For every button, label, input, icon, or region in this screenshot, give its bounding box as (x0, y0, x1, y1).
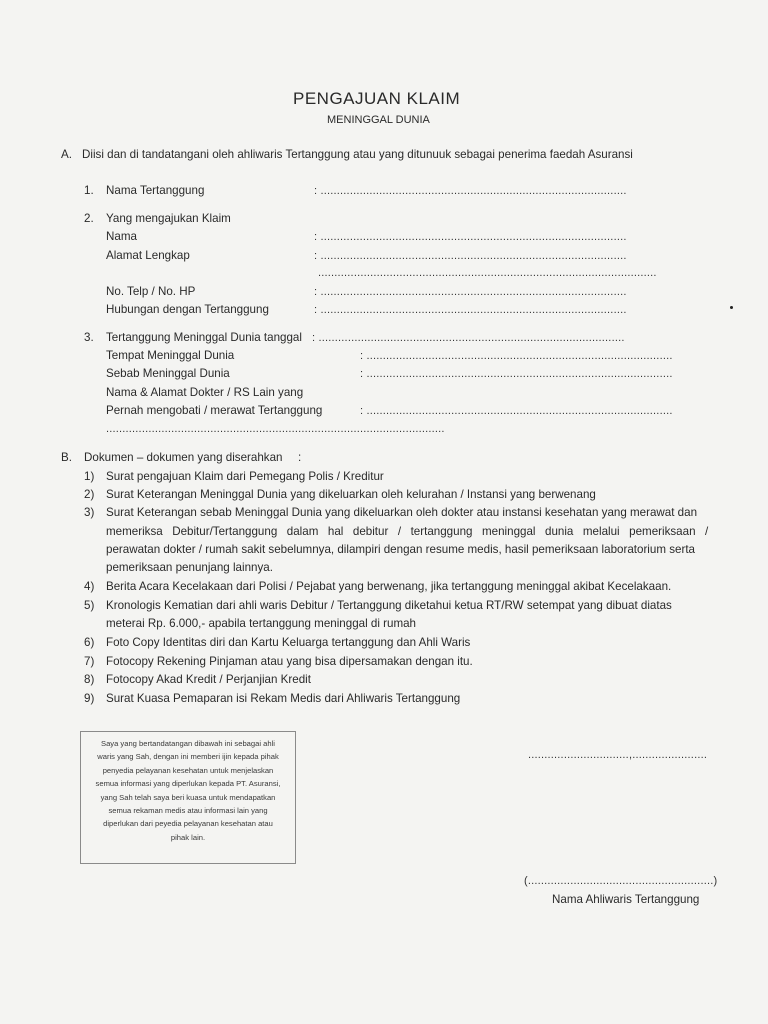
consent-statement-box (80, 731, 296, 864)
tempat-meninggal-label: Tempat Meninggal Dunia (106, 349, 235, 362)
doc-item-text: Foto Copy Identitas diri dan Kartu Keluarga tertanggung dan Ahli Waris (106, 636, 471, 649)
signature-name-field[interactable]: (.........................................................) (524, 875, 718, 887)
consent-line: waris yang Sah, dengan ini memberi ijin kepada pihak (97, 752, 279, 762)
consent-line: Saya yang bertandatangan dibawah ini sebagai ahli (101, 739, 275, 748)
consent-line: yang Sah telah saya beri kuasa untuk mendapatkan (100, 792, 276, 802)
place-date-field[interactable]: ...............................,....................... (528, 749, 708, 761)
form-subtitle: MENINGGAL DUNIA (327, 114, 430, 126)
tanggal-meninggal-field[interactable]: : .............................................................................................. (312, 332, 625, 344)
doc-item-text: Fotocopy Rekening Pinjaman atau yang bisa dipersamakan dengan itu. (106, 655, 473, 668)
doc-item-number: 8) (84, 673, 95, 686)
doc-item-text: memeriksa Debitur/Tertanggung dalam hal debitur / tertanggung meninggal dunia melalui pemeriksaan / (106, 525, 709, 538)
doc-item-text: Berita Acara Kecelakaan dari Polisi / Pejabat yang berwenang, jika tertanggung meninggal akibat Kecelakaan. (106, 580, 672, 593)
pengaju-klaim-label: Yang mengajukan Klaim (106, 212, 231, 225)
item-3-number: 3. (84, 331, 94, 344)
dokter-field[interactable]: : .............................................................................................. (360, 405, 673, 417)
hubungan-label: Hubungan dengan Tertanggung (106, 303, 269, 316)
sebab-meninggal-field[interactable]: : .............................................................................................. (360, 368, 673, 380)
dokter-label-line-2: Pernah mengobati / merawat Tertanggung (106, 404, 323, 417)
telp-label: No. Telp / No. HP (106, 285, 196, 298)
doc-item-text: pemeriksaan penunjang lainnya. (106, 561, 273, 574)
form-title: PENGAJUAN KLAIM (293, 89, 461, 108)
tempat-meninggal-field[interactable]: : .............................................................................................. (360, 350, 673, 362)
dokter-field-line-2[interactable]: ........................................................................................................ (106, 423, 445, 435)
doc-item-number: 5) (84, 599, 95, 612)
doc-item-text: meterai Rp. 6.000,- apabila tertanggung meninggal di rumah (106, 617, 417, 630)
alamat-field-line-2[interactable]: ........................................................................................................ (318, 267, 657, 279)
doc-item-number: 3) (84, 506, 95, 519)
doc-item-number: 4) (84, 580, 95, 593)
scan-speck (730, 306, 733, 309)
nama-field[interactable]: : .............................................................................................. (314, 231, 627, 243)
sebab-meninggal-label: Sebab Meninggal Dunia (106, 367, 230, 380)
telp-field[interactable]: : .............................................................................................. (314, 286, 627, 298)
consent-line: diperlukan dari peyedia pelayanan kesehatan atau (103, 819, 273, 829)
section-b-colon: : (298, 451, 302, 464)
doc-item-text: Surat Keterangan Meninggal Dunia yang dikeluarkan oleh kelurahan / Instansi yang berwenang (106, 488, 596, 501)
doc-item-text: Fotocopy Akad Kredit / Perjanjian Kredit (106, 673, 311, 686)
alamat-lengkap-label: Alamat Lengkap (106, 249, 190, 262)
doc-item-number: 6) (84, 636, 95, 649)
nama-tertanggung-label: Nama Tertanggung (106, 184, 205, 197)
section-a-intro: Diisi dan di tandatangani oleh ahliwaris Tertanggung atau yang ditunuuk sebagai penerima faedah Asuransi (82, 148, 633, 161)
doc-item-text: Kronologis Kematian dari ahli waris Debitur / Tertanggung diketahui ketua RT/RW setempat yang dibuat diatas (106, 599, 672, 612)
section-b-heading: Dokumen – dokumen yang diserahkan (84, 451, 283, 464)
doc-item-text: Surat pengajuan Klaim dari Pemegang Polis / Kreditur (106, 470, 384, 483)
tanggal-meninggal-label: Tertanggung Meninggal Dunia tanggal (106, 331, 302, 344)
item-1-number: 1. (84, 184, 94, 197)
alamat-field[interactable]: : .............................................................................................. (314, 250, 627, 262)
doc-item-number: 1) (84, 470, 95, 483)
consent-line: pihak lain. (170, 832, 206, 842)
doc-item-text: perawatan dokter / rumah sakit sebelumnya, dilampiri dengan resume medis, hasil pemeriksaan laboratorium serta (106, 543, 695, 556)
signature-caption: Nama Ahliwaris Tertanggung (552, 893, 700, 906)
consent-line: semua rekaman medis atau informasi lain yang (108, 806, 268, 816)
consent-line: semua informasi yang diperlukan kepada PT. Asuransi, (95, 779, 281, 789)
doc-item-number: 9) (84, 692, 95, 705)
doc-item-number: 2) (84, 488, 95, 501)
dokter-label-line-1: Nama & Alamat Dokter / RS Lain yang (106, 386, 304, 399)
consent-line: penyedia pelayanan kesehatan untuk menjelaskan (102, 765, 274, 775)
hubungan-field[interactable]: : .............................................................................................. (314, 304, 627, 316)
nama-label: Nama (106, 230, 137, 243)
doc-item-text: Surat Keterangan sebab Meninggal Dunia yang dikeluarkan oleh dokter atau instansi kesehatan yang merawat dan (106, 506, 698, 519)
doc-item-text: Surat Kuasa Pemaparan isi Rekam Medis dari Ahliwaris Tertanggung (106, 692, 461, 705)
item-2-number: 2. (84, 212, 94, 225)
section-a-marker: A. (61, 148, 72, 161)
section-b-marker: B. (61, 451, 72, 464)
doc-item-number: 7) (84, 655, 95, 668)
nama-tertanggung-field[interactable]: : .............................................................................................. (314, 185, 627, 197)
